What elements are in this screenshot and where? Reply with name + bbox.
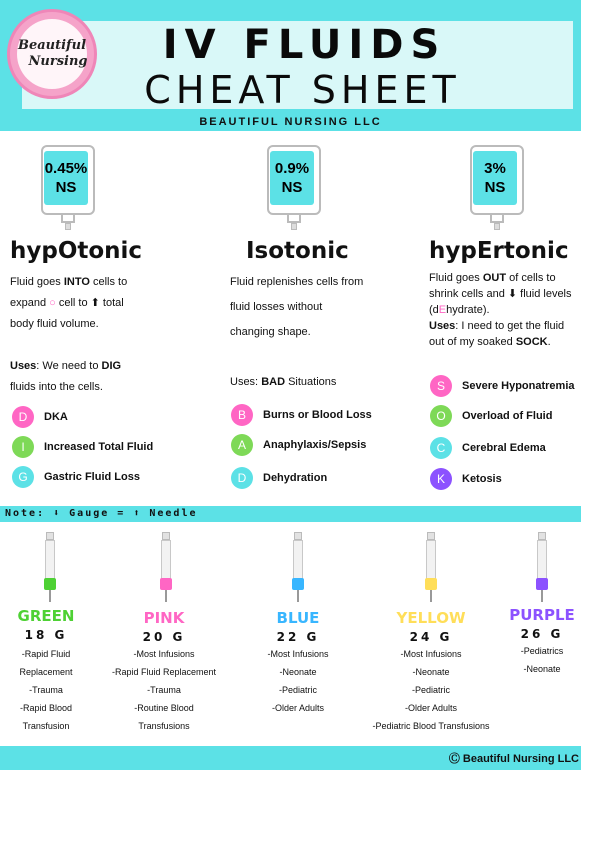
hypertonic-item-s — [430, 375, 575, 397]
gauge-name-yellow: YELLOW — [396, 609, 466, 627]
letter-badge: A — [231, 434, 253, 456]
gauge-use-item: -Trauma — [29, 685, 63, 695]
hypertonic-item-k — [430, 468, 502, 490]
gauge-use-item: -Most Infusions — [267, 649, 329, 659]
letter-badge: C — [430, 437, 452, 459]
gauge-note: Note: ⬇ Gauge = ⬆ Needle — [5, 508, 198, 519]
gauge-use-item: -Neonate — [523, 664, 561, 674]
letter-badge: O — [430, 405, 452, 427]
hypotonic-title: hypOtonic — [10, 238, 143, 264]
gauge-size-pink: 20 G — [142, 630, 186, 644]
iv-bag-hypotonic — [41, 145, 95, 229]
iv-bag-isotonic — [267, 145, 321, 229]
gauge-use-item: -Pediatric Blood Transfusions — [372, 721, 490, 731]
hypertonic-title: hypErtonic — [429, 238, 569, 264]
gauge-use-item: -Rapid Fluid — [21, 649, 71, 659]
gauge-use-item: Transfusion — [22, 721, 70, 731]
item-label: Severe Hyponatremia — [462, 380, 575, 392]
iv-bag-label — [270, 151, 314, 205]
gauge-name-pink: PINK — [143, 609, 185, 627]
hypotonic-item-i — [12, 436, 153, 458]
gauge-size-purple: 26 G — [520, 627, 564, 641]
company-name: BEAUTIFUL NURSING LLC — [199, 116, 382, 128]
gauge-uses-purple — [505, 642, 579, 678]
gauge-use-item: -Most Infusions — [133, 649, 195, 659]
letter-badge: I — [12, 436, 34, 458]
gauge-use-item: -Older Adults — [404, 703, 458, 713]
gauge-use-item: -Rapid Fluid Replacement — [111, 667, 217, 677]
item-label: Dehydration — [263, 472, 328, 484]
gauge-uses-green — [0, 645, 92, 735]
gauge-note-band — [0, 506, 581, 522]
gauge-name-green: GREEN — [17, 607, 75, 625]
iv-bag-hypertonic — [470, 145, 524, 229]
gauge-use-item: -Neonate — [279, 667, 317, 677]
item-label: Anaphylaxis/Sepsis — [263, 439, 367, 451]
letter-badge: K — [430, 468, 452, 490]
item-label: Increased Total Fluid — [44, 441, 154, 453]
hypotonic-description: Fluid goes INTO cells to expand ○ cell to ⬆ total body fluid volume. Uses: We need to DIG fluids into the cells. — [10, 276, 128, 393]
gauge-use-item: -Most Infusions — [400, 649, 462, 659]
letter-badge: G — [12, 466, 34, 488]
gauge-use-item: Transfusions — [138, 721, 190, 731]
item-label: Cerebral Edema — [462, 442, 546, 454]
gauge-use-item: -Pediatrics — [520, 646, 564, 656]
gauge-name-blue: BLUE — [276, 609, 320, 627]
gauge-use-item: Replacement — [19, 667, 73, 677]
needle-green-icon — [42, 532, 58, 600]
iv-bag-solution: NS — [55, 179, 77, 196]
hypertonic-description: Fluid goes OUT of cells to shrink cells and ⬇ fluid levels (dEhydrate). Uses: I need to get the fluid out of my soaked SOCK. — [429, 272, 572, 348]
logo-text-line2: Nursing — [28, 54, 88, 69]
gauge-use-item: -Routine Blood — [134, 703, 194, 713]
iv-bag-solution: NS — [484, 179, 506, 196]
letter-badge: B — [231, 404, 253, 426]
gauge-use-item: -Older Adults — [271, 703, 325, 713]
iv-bag-concentration: 0.9% — [274, 160, 310, 177]
hypotonic-item-d — [12, 406, 68, 428]
isotonic-item-b — [231, 404, 372, 426]
gauge-use-item: -Pediatric — [278, 685, 317, 695]
gauge-size-blue: 22 G — [276, 630, 320, 644]
page-title-line1: IV FLUIDS — [162, 22, 447, 68]
iv-bag-label — [44, 151, 88, 205]
gauge-use-item: -Pediatric — [411, 685, 450, 695]
gauge-uses-yellow — [368, 645, 494, 735]
gauge-size-yellow: 24 G — [409, 630, 453, 644]
footer-copyright: Ⓒ Beautiful Nursing LLC — [448, 753, 579, 765]
needle-yellow-icon — [423, 532, 439, 600]
iv-bag-concentration: 3% — [484, 160, 506, 177]
gauge-uses-blue — [248, 645, 348, 717]
item-label: Ketosis — [462, 473, 502, 485]
gauge-use-item: -Trauma — [147, 685, 181, 695]
header-band — [0, 0, 581, 131]
gauge-use-item: -Rapid Blood — [19, 703, 73, 713]
gauge-uses-pink — [108, 645, 220, 735]
item-label: Burns or Blood Loss — [263, 409, 372, 421]
page-title-line2: CHEAT SHEET — [144, 68, 461, 112]
needle-blue-icon — [290, 532, 306, 600]
isotonic-description: Fluid replenishes cells from fluid losses without changing shape. Uses: BAD Situations — [230, 276, 364, 388]
needle-pink-icon — [158, 532, 174, 600]
needle-purple-icon — [534, 532, 550, 600]
item-label: Gastric Fluid Loss — [44, 471, 140, 483]
item-label: Overload of Fluid — [462, 410, 553, 422]
letter-badge: D — [231, 467, 253, 489]
isotonic-item-a — [231, 434, 366, 456]
gauge-size-green: 18 G — [24, 628, 68, 642]
logo-text-line1: Beautiful — [17, 38, 87, 53]
iv-bag-solution: NS — [281, 179, 303, 196]
isotonic-item-d — [231, 467, 327, 489]
iv-bag-concentration: 0.45% — [44, 160, 88, 177]
hypertonic-item-o — [430, 405, 552, 427]
letter-badge: D — [12, 406, 34, 428]
letter-badge: S — [430, 375, 452, 397]
hypotonic-item-g — [12, 466, 140, 488]
isotonic-title: Isotonic — [246, 238, 349, 264]
footer-band — [0, 746, 581, 770]
hypertonic-item-c — [430, 437, 546, 459]
gauge-name-purple: PURPLE — [509, 606, 575, 624]
iv-bag-label — [473, 151, 517, 205]
gauge-use-item: -Neonate — [412, 667, 450, 677]
item-label: DKA — [44, 411, 68, 423]
